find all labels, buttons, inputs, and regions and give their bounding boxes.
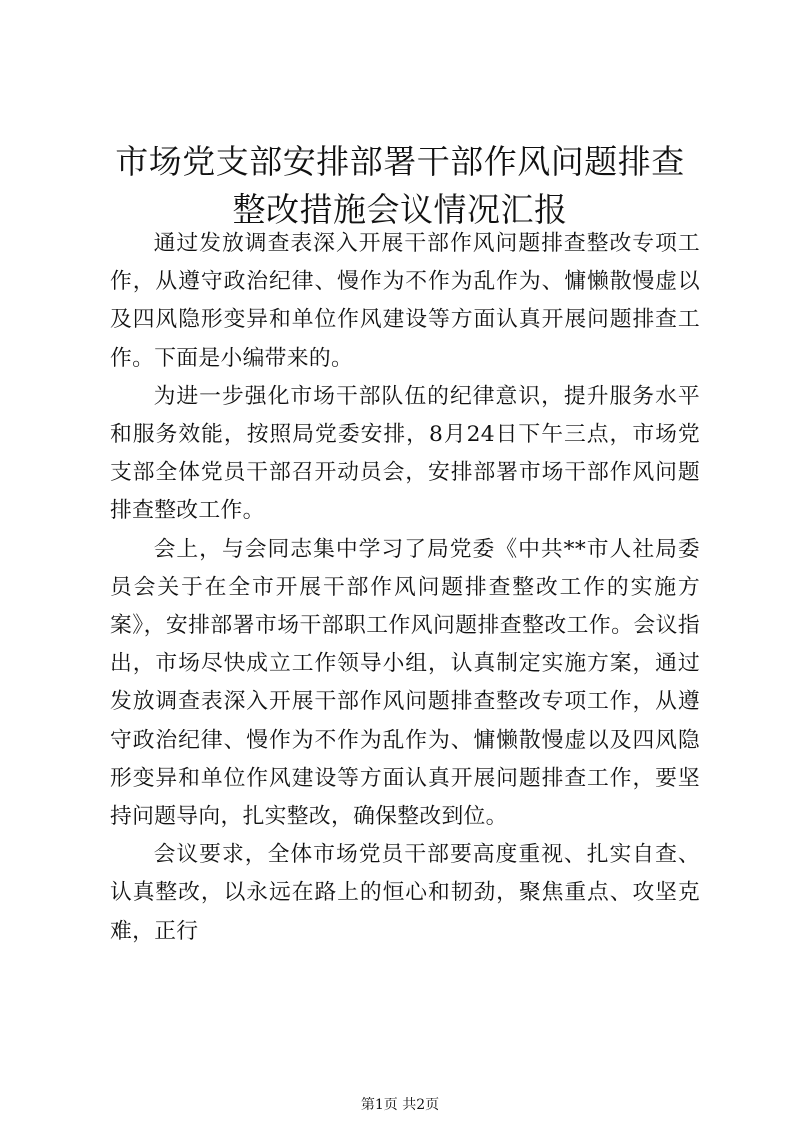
paragraph-4: 会议要求，全体市场党员干部要高度重视、扎实自查、认真整改，以永远在路上的恒心和韧劲，聚焦重点、攻坚克难，正行: [110, 842, 700, 944]
document-body: [110, 225, 700, 951]
page-number-label: 第1页 共2页: [360, 1097, 440, 1113]
document-title: 市场党支部安排部署干部作风问题排查整改措施会议情况汇报: [115, 142, 685, 229]
paragraph-1: 通过发放调查表深入开展干部作风问题排查整改专项工作，从遵守政治纪律、慢作为不作为乱作为、慵懒散慢虚以及四风隐形变异和单位作风建设等方面认真开展问题排查工作。下面是小编带来的。: [110, 231, 700, 371]
page-footer: [0, 1096, 800, 1114]
paragraph-2: 为进一步强化市场干部队伍的纪律意识，提升服务水平和服务效能，按照局党委安排，8月24日下午三点，市场党支部全体党员干部召开动员会，安排部署市场干部作风问题排查整改工作。: [110, 383, 700, 524]
paragraph-3: 会上，与会同志集中学习了局党委《中共**市人社局委员会关于在全市开展干部作风问题排查整改工作的实施方案》，安排部署市场干部职工作风问题排查整改工作。会议指出，市场尽快成立工作领导小组，认真制定实施方案，通过发放调查表深入开展干部作风问题排查整改专项工作，从遵守政治纪律、慢作为不作为乱作为、慵懒散慢虚以及四风隐形变异和单位作风建设等方面认真开展问题排查工作，要坚持问题导向，扎实整改，确保整改到位。: [110, 536, 700, 830]
